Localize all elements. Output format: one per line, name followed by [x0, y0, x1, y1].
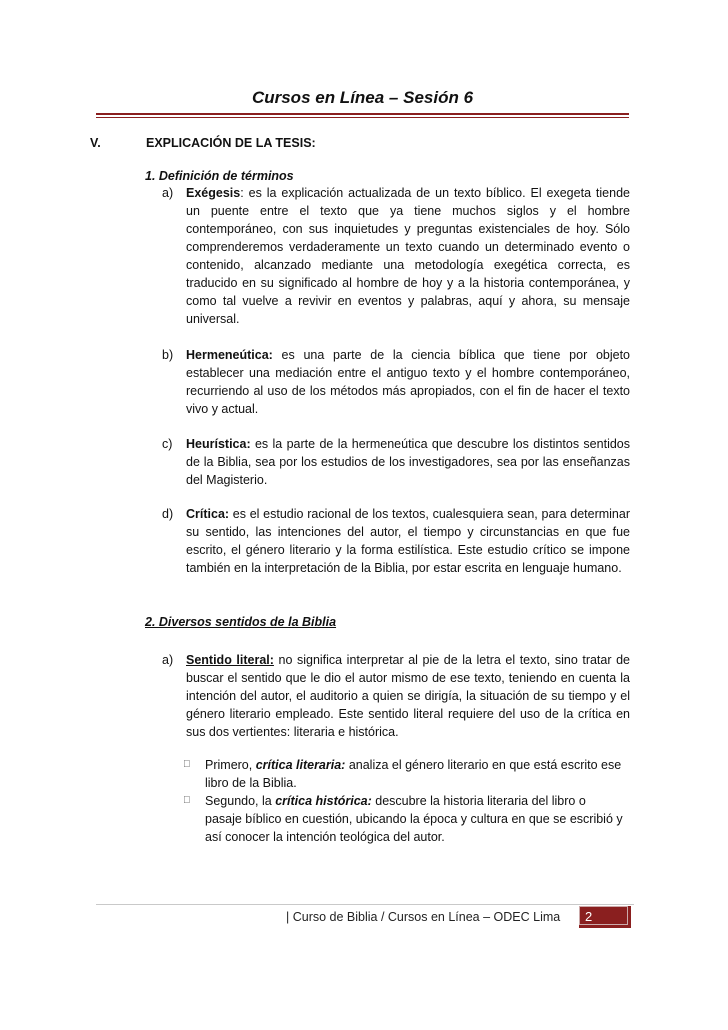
item-term: Exégesis — [186, 186, 241, 200]
bullet-lead: Segundo, la — [205, 794, 276, 808]
bullet-item — [183, 756, 623, 792]
item-term: Crítica: — [186, 507, 230, 521]
bullet-text: descubre la historia literaria del libro o pasaje bíblico en cuestión, ubicando la época y cultura en que se escribió y así conocer la intención teológica del autor. — [205, 794, 623, 844]
part2-heading: 2. Diversos sentidos de la Biblia — [145, 615, 337, 629]
item-text: es una parte de la ciencia bíblica que tiene por objeto establecer una mediación entre el antiguo texto y el hombre contemporáneo, recurriendo al uso de los métodos más apropiados, con el fin de hacer el texto vivo y actual. — [186, 348, 630, 416]
bullet-item — [183, 792, 623, 846]
item-text: es el estudio racional de los textos, cualesquiera sean, para determinar su sentido, las intenciones del autor, el tiempo y circunstancias en que fue escrito, el género literario y la forma estilística. Este estudio crítico se impone también en la interpretación de la Biblia, por estar escrita en lenguaje humano. — [186, 507, 630, 575]
bullet-emphasis: crítica literaria: — [255, 758, 346, 772]
bullet-marker — [183, 756, 197, 774]
bullet-lead: Primero, — [205, 758, 256, 772]
part1-heading: 1. Definición de términos — [145, 169, 294, 183]
page-number-box — [579, 906, 631, 928]
item-term: Sentido literal: — [186, 653, 274, 667]
page-header-title: Cursos en Línea – Sesión 6 — [251, 88, 474, 107]
item-letter: b) — [162, 348, 174, 362]
item-text: no significa interpretar al pie de la letra el texto, sino tratar de buscar el sentido que le dio el autor mismo de ese texto, teniendo en cuenta la intención del autor, el auditorio a quien se dirigía, la situación de su tiempo y el género literario empleado. Este sentido literal requiere del uso de la crítica en sus dos vertientes: literaria e histórica. — [186, 653, 630, 739]
header-rule-thick — [96, 113, 629, 115]
item-letter: a) — [162, 653, 174, 667]
bullet-emphasis: crítica histórica: — [275, 794, 372, 808]
item-letter: c) — [162, 437, 173, 451]
bullet-text: analiza el género literario en que está escrito ese libro de la Biblia. — [205, 758, 622, 790]
item-term: Heurística: — [186, 437, 251, 451]
page-number: 2 — [585, 909, 593, 924]
definition-item — [162, 184, 630, 328]
section-heading — [90, 136, 316, 150]
definition-item — [162, 505, 630, 577]
item-text: es la parte de la hermeneútica que descubre los distintos sentidos de la Biblia, sea por los estudios de los investigadores, sea por las enseñanzas del Magisterio. — [186, 437, 630, 487]
definition-item — [162, 435, 630, 489]
header-rule-thin — [96, 117, 629, 118]
footer-rule — [96, 904, 634, 905]
definition-item — [162, 346, 630, 418]
item-term: Hermeneútica: — [186, 348, 273, 362]
section-title: EXPLICACIÓN DE LA TESIS: — [146, 136, 316, 150]
item-letter: a) — [162, 186, 174, 200]
bullet-marker — [183, 792, 197, 810]
sense-item — [162, 651, 630, 741]
item-text: : es la explicación actualizada de un texto bíblico. El exegeta tiende un puente entre el texto que ya tiene muchos siglos y el hombre contemporáneo, con sus inquietudes y preguntas existenciales de hoy. Sólo comprenderemos verdaderamente un texto cuando un determinado evento o contenido, alcanzado mediante una metodología exegética correcta, es traducido en su significado al hombre de hoy y a la historia contemporánea, y como tal vuelve a revivir en eventos y palabras, aquí y ahora, su mensaje universal. — [186, 186, 630, 326]
item-letter: d) — [162, 507, 174, 521]
section-number: V. — [90, 136, 101, 150]
footer-text: | Curso de Biblia / Cursos en Línea – ODEC Lima — [286, 910, 561, 924]
